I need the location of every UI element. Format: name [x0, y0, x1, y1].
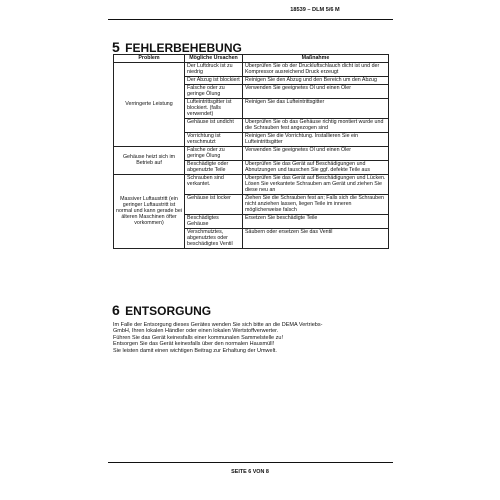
table-row — [114, 63, 389, 77]
disposal-line: Im Falle der Entsorgung dieses Gerätes wenden Sie sich bitte an die DEMA Vertriebs- — [113, 322, 323, 328]
section-6-title: ENTSORGUNG — [125, 304, 212, 318]
footer-rule — [108, 462, 393, 463]
section-5-title: FEHLERBEHEBUNG — [125, 41, 242, 55]
action-cell: Säubern oder ersetzen Sie das Ventil — [243, 228, 389, 248]
page-footer-text: SEITE 6 VON 8 — [231, 469, 269, 475]
action-cell: Ziehen Sie die Schrauben fest an; Falls sich die Schrauben nicht anziehen lassen, liegen Teile im inneren möglicherweise falsch — [243, 194, 389, 214]
section-5-number: 5 — [112, 39, 120, 55]
header-rule — [108, 19, 393, 20]
problem-cell: Verringerte Leistung — [114, 63, 185, 147]
cause-cell: Beschädigtes Gehäuse — [185, 214, 243, 228]
cause-cell: Gehäuse ist undicht — [185, 118, 243, 132]
table-row — [114, 146, 389, 160]
cause-cell: Vorrichtung ist verschmutzt — [185, 132, 243, 146]
section-5-heading — [112, 40, 242, 55]
column-header-action: Maßnahme — [243, 55, 389, 63]
disposal-text — [113, 322, 393, 354]
section-6-number: 6 — [112, 302, 120, 318]
cause-cell: Der Luftdruck ist zu niedrig — [185, 63, 243, 77]
cause-cell: Falsche oder zu geringe Ölung — [185, 84, 243, 98]
action-cell: Überprüfen Sie ob der Druckluftschlauch dicht ist und der Kompressor ausreichend Druck erzeugt — [243, 63, 389, 77]
action-cell: Reinigen Sie die Vorrichtung. Installieren Sie ein Lufteintrittsgitter — [243, 132, 389, 146]
cause-cell: Gehäuse ist locker — [185, 194, 243, 214]
column-header-causes: Mögliche Ursachen — [185, 55, 243, 63]
action-cell: Ersetzen Sie beschädigte Teile — [243, 214, 389, 228]
action-cell: Überprüfen Sie das Gerät auf Beschädigungen und Lücken. Lösen Sie verkantete Schrauben am Gerät und ziehen Sie diese neu an — [243, 174, 389, 194]
cause-cell: Verschmutztes, abgenutztes oder beschädigtes Ventil — [185, 228, 243, 248]
troubleshooting-table-body — [114, 63, 389, 249]
cause-cell: Schrauben sind verkantet. — [185, 174, 243, 194]
column-header-problem: Problem — [114, 55, 185, 63]
cause-cell: Falsche oder zu geringe Ölung — [185, 146, 243, 160]
cause-cell: Beschädigte oder abgenutzte Teile — [185, 160, 243, 174]
disposal-line: Entsorgen Sie das Gerät keinesfalls über den normalen Hausmüll! — [113, 341, 275, 348]
action-cell: Reinigen Sie den Abzug und den Bereich um den Abzug — [243, 76, 389, 84]
action-cell: Überprüfen Sie das Gerät auf Beschädigungen und Abnutzungen und tauschen Sie ggf. defekte Teile aus — [243, 160, 389, 174]
section-6-heading — [112, 303, 211, 318]
disposal-line: Führen Sie das Gerät keinesfalls einer kommunalen Sammelstelle zu! — [113, 334, 283, 341]
table-row — [114, 174, 389, 194]
action-cell: Überprüfen Sie ob das Gehäuse richtig montiert wurde und die Schrauben fest angezogen sind — [243, 118, 389, 132]
problem-cell: Massiver Luftaustritt (ein geringer Luftaustritt ist normal und kann gerade bei älteren Maschinen öfter vorkommen) — [114, 174, 185, 248]
troubleshooting-table — [113, 54, 389, 249]
cause-cell: Der Abzug ist blockiert — [185, 76, 243, 84]
disposal-line: GmbH, Ihren lokalen Händler oder einen lokalen Wertstoffverwerter. — [113, 328, 279, 335]
cause-cell: Lufteintrittsgitter ist blockiert. (falls verwendet) — [185, 98, 243, 118]
action-cell: Verwenden Sie geeignetes Öl und einen Öler — [243, 146, 389, 160]
table-header-row — [114, 55, 389, 63]
disposal-line: Sie leisten damit einen wichtigen Beitrag zur Erhaltung der Umwelt. — [113, 347, 277, 354]
action-cell: Verwenden Sie geeignetes Öl und einen Öler — [243, 84, 389, 98]
problem-cell: Gehäuse heizt sich im Betrieb auf — [114, 146, 185, 174]
action-cell: Reinigen Sie das Lufteintrittsgitter — [243, 98, 389, 118]
page-header-text: 18539 – DLM 5/6 M — [290, 7, 340, 13]
